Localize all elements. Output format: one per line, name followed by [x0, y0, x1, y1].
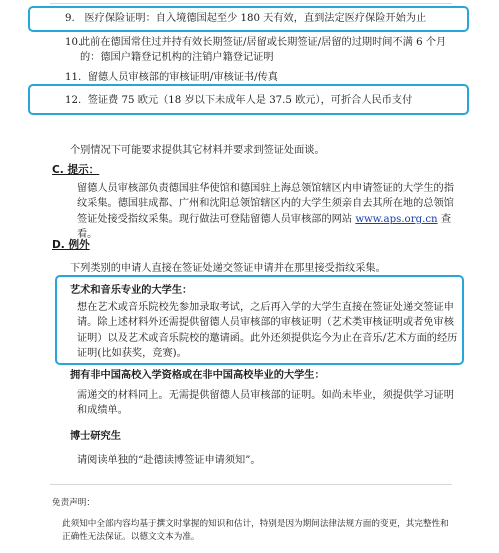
foreign-degree-text: 需递交的材料同上。无需提供留德人员审核部的证明。如尚未毕业，须提供学习证明和成绩单。: [77, 390, 454, 417]
item-number: 11.: [65, 72, 82, 83]
art-students-heading: 艺术和音乐专业的大学生：: [70, 285, 193, 296]
aps-website-link[interactable]: www.aps.org.cn: [355, 213, 438, 225]
item-9: [65, 11, 426, 26]
item-text: 留德人员审核部的审核证明/审核证书/传真: [87, 72, 278, 83]
foreign-degree-heading: 拥有非中国高校入学资格或在非中国高校毕业的大学生：: [70, 370, 325, 381]
section-d-heading: D. 例外: [52, 239, 90, 251]
bottom-divider: [50, 484, 452, 485]
note-text: 个别情况下可能要求提供其它材料并要求到签证处面谈。: [70, 145, 325, 156]
item-text: 医疗保险证明：自入境德国起至少 180 天有效，直到法定医疗保险开始为止: [84, 13, 427, 24]
art-students-text: 想在艺术或音乐院校先参加录取考试，之后再入学的大学生直接在签证处递交签证申请。除上述材料外还需提供留德人员审核部的审核证明（艺术类审核证明或者免审核证明）以及艺术或音乐院校的邀请函。此外还须提供迄今为止在音乐/艺术方面的经历证明(比如获奖，竞赛)。: [77, 302, 458, 360]
top-divider: [50, 3, 452, 4]
phd-heading: 博士研究生: [70, 431, 121, 442]
disclaimer-heading: 免责声明：: [52, 498, 95, 508]
section-c-heading: C. 提示：: [52, 164, 100, 176]
item-11: [65, 70, 278, 85]
item-text: 签证费 75 欧元（18 岁以下未成年人是 37.5 欧元），可折合人民币支付: [87, 95, 413, 106]
section-d-intro: 下列类别的申请人直接在签证处递交签证申请并在那里接受指纹采集。: [70, 263, 386, 274]
phd-text: 请阅读单独的“赴德读博签证申请须知”。: [77, 455, 261, 466]
disclaimer-text: 此须知中全部内容均基于撰文时掌握的知识和估计，特别是因为期间法律法规方面的变更，其完整性和正确性无法保证。以德文文本为准。: [62, 519, 449, 542]
item-number: 12.: [65, 95, 82, 106]
item-10-number: 10.: [65, 37, 82, 48]
item-number: 9.: [65, 13, 75, 24]
section-c-paragraph: 留德人员审核部负责德国驻华使馆和德国驻上海总领馆辖区内申请签证的大学生的指纹采集。德国驻成都、广州和沈阳总领馆辖区内的大学生须亲自去其所在地的总领馆签证处接受指纹采集。现行做法可登陆留德人员审核部的网站 www.aps.org.cn 查看。: [77, 183, 454, 241]
item-12: [65, 93, 412, 108]
item-10-text: 此前在德国常住过并持有效长期签证/居留或长期签证/居留的过期时间不满 6 个月的：德国户籍登记机构的注销户籍登记证明: [80, 37, 447, 64]
